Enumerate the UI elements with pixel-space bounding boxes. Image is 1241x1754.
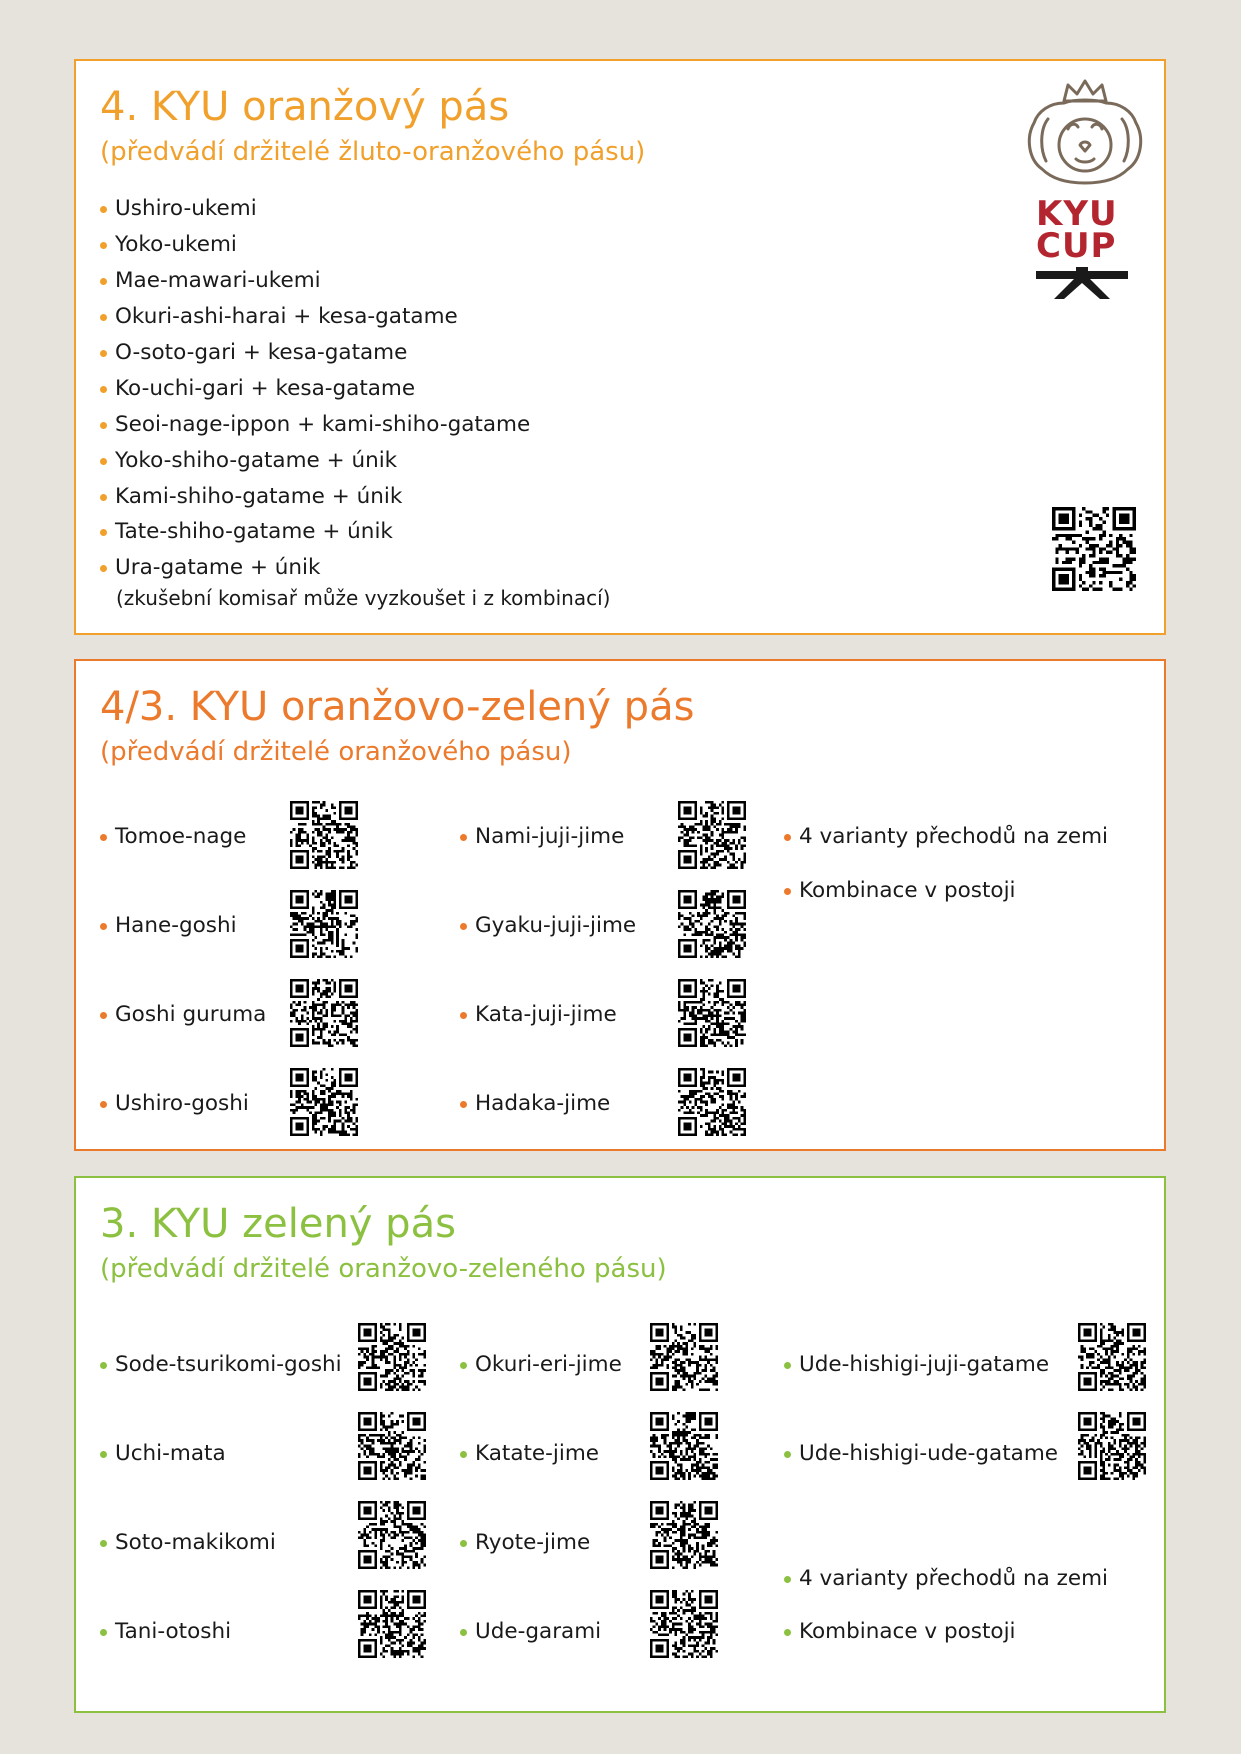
qr-code[interactable] [650,1323,718,1391]
qr-code-icon [290,979,358,1047]
logo-text-cup: CUP [1036,226,1117,266]
qr-code-icon [650,1590,718,1658]
bullet-icon [100,314,107,321]
qr-code[interactable] [1078,1412,1146,1480]
list-item: Ude-hishigi-juji-gatame [784,1351,1049,1379]
list-item: Ryote-jime [460,1529,590,1557]
list-item: Seoi-nage-ippon + kami-shiho-gatame [100,411,530,439]
qr-code[interactable] [650,1412,718,1480]
bullet-icon [460,1362,467,1369]
list-item: Tomoe-nage [100,823,246,851]
bullet-icon [100,1629,107,1636]
bullet-icon [100,1012,107,1019]
qr-code[interactable] [290,1068,358,1136]
bullet-icon [100,834,107,841]
list-item: Ura-gatame + únik [100,554,320,582]
qr-code[interactable] [678,979,746,1047]
list-item: Soto-makikomi [100,1529,276,1557]
bullet-icon [100,529,107,536]
logo-text-kyu: KYU [1036,194,1118,234]
qr-code[interactable] [650,1590,718,1658]
qr-code-icon [1052,507,1136,591]
section-subtitle: (předvádí držitelé oranžovo-zeleného pásu) [100,1254,667,1284]
exam-note: (zkušební komisař může vyzkoušet i z kombinací) [116,586,611,610]
bullet-icon [460,1101,467,1108]
list-item: Tate-shiho-gatame + únik [100,518,393,546]
list-item: Tani-otoshi [100,1618,231,1646]
list-item: Uchi-mata [100,1440,226,1468]
list-item: Okuri-ashi-harai + kesa-gatame [100,303,458,331]
lion-crown-icon [1022,79,1148,199]
list-item: Sode-tsurikomi-goshi [100,1351,342,1379]
qr-code-icon [678,890,746,958]
bullet-icon [100,1362,107,1369]
qr-code[interactable] [290,801,358,869]
qr-code-icon [358,1412,426,1480]
list-item: Ushiro-goshi [100,1090,249,1118]
section-title: 4/3. KYU oranžovo-zelený pás [100,684,695,730]
section-4-kyu-card [74,59,1166,635]
section-4-3-kyu-card [74,659,1166,1151]
list-item: Kombinace v postoji [784,1618,1016,1646]
qr-code[interactable] [358,1501,426,1569]
list-item: 4 varianty přechodů na zemi [784,1565,1108,1593]
qr-code-icon [1078,1412,1146,1480]
list-item: Ude-garami [460,1618,601,1646]
list-item: Yoko-shiho-gatame + únik [100,447,397,475]
section-subtitle: (předvádí držitelé žluto-oranžového pásu) [100,137,646,167]
list-item: 4 varianty přechodů na zemi [784,823,1108,851]
list-item: Nami-juji-jime [460,823,624,851]
bullet-icon [100,923,107,930]
qr-code-icon [358,1501,426,1569]
qr-code-icon [290,890,358,958]
qr-code[interactable] [678,890,746,958]
list-item: Kami-shiho-gatame + únik [100,483,402,511]
list-item: Ko-uchi-gari + kesa-gatame [100,375,415,403]
bullet-icon [100,494,107,501]
list-item: Goshi guruma [100,1001,266,1029]
qr-code-icon [358,1590,426,1658]
qr-code-icon [678,1068,746,1136]
bullet-icon [784,1576,791,1583]
black-belt-icon [1036,265,1128,299]
qr-code[interactable] [358,1323,426,1391]
qr-code[interactable] [290,979,358,1047]
qr-code-icon [1078,1323,1146,1391]
list-item: O-soto-gari + kesa-gatame [100,339,407,367]
bullet-icon [100,1101,107,1108]
qr-code[interactable] [678,1068,746,1136]
bullet-icon [784,1629,791,1636]
qr-code[interactable] [290,890,358,958]
list-item: Hane-goshi [100,912,237,940]
bullet-icon [100,350,107,357]
bullet-icon [460,1540,467,1547]
qr-code-icon [678,979,746,1047]
bullet-icon [784,1451,791,1458]
qr-code-icon [678,801,746,869]
qr-code-icon [290,801,358,869]
bullet-icon [784,834,791,841]
qr-code-icon [650,1323,718,1391]
list-item: Ushiro-ukemi [100,195,257,223]
bullet-icon [100,565,107,572]
qr-code[interactable] [1052,507,1136,591]
list-item: Okuri-eri-jime [460,1351,622,1379]
list-item: Mae-mawari-ukemi [100,267,321,295]
bullet-icon [784,1362,791,1369]
qr-code-icon [358,1323,426,1391]
list-item: Kata-juji-jime [460,1001,617,1029]
qr-code[interactable] [358,1590,426,1658]
qr-code-icon [650,1412,718,1480]
list-item: Hadaka-jime [460,1090,610,1118]
qr-code[interactable] [358,1412,426,1480]
list-item: Gyaku-juji-jime [460,912,636,940]
qr-code[interactable] [678,801,746,869]
section-title: 3. KYU zelený pás [100,1201,456,1247]
list-item: Ude-hishigi-ude-gatame [784,1440,1058,1468]
section-subtitle: (předvádí držitelé oranžového pásu) [100,737,572,767]
qr-code-icon [290,1068,358,1136]
kyu-cup-logo [1022,79,1148,269]
list-item: Katate-jime [460,1440,599,1468]
bullet-icon [460,923,467,930]
bullet-icon [100,1451,107,1458]
bullet-icon [460,1451,467,1458]
bullet-icon [460,1012,467,1019]
qr-code[interactable] [650,1501,718,1569]
bullet-icon [100,1540,107,1547]
bullet-icon [100,386,107,393]
bullet-icon [100,206,107,213]
bullet-icon [460,834,467,841]
section-title: 4. KYU oranžový pás [100,84,510,130]
bullet-icon [100,422,107,429]
qr-code[interactable] [1078,1323,1146,1391]
bullet-icon [100,242,107,249]
bullet-icon [100,458,107,465]
list-item: Yoko-ukemi [100,231,237,259]
qr-code-icon [650,1501,718,1569]
bullet-icon [460,1629,467,1636]
bullet-icon [784,888,791,895]
bullet-icon [100,278,107,285]
section-3-kyu-card [74,1176,1166,1713]
list-item: Kombinace v postoji [784,877,1016,905]
